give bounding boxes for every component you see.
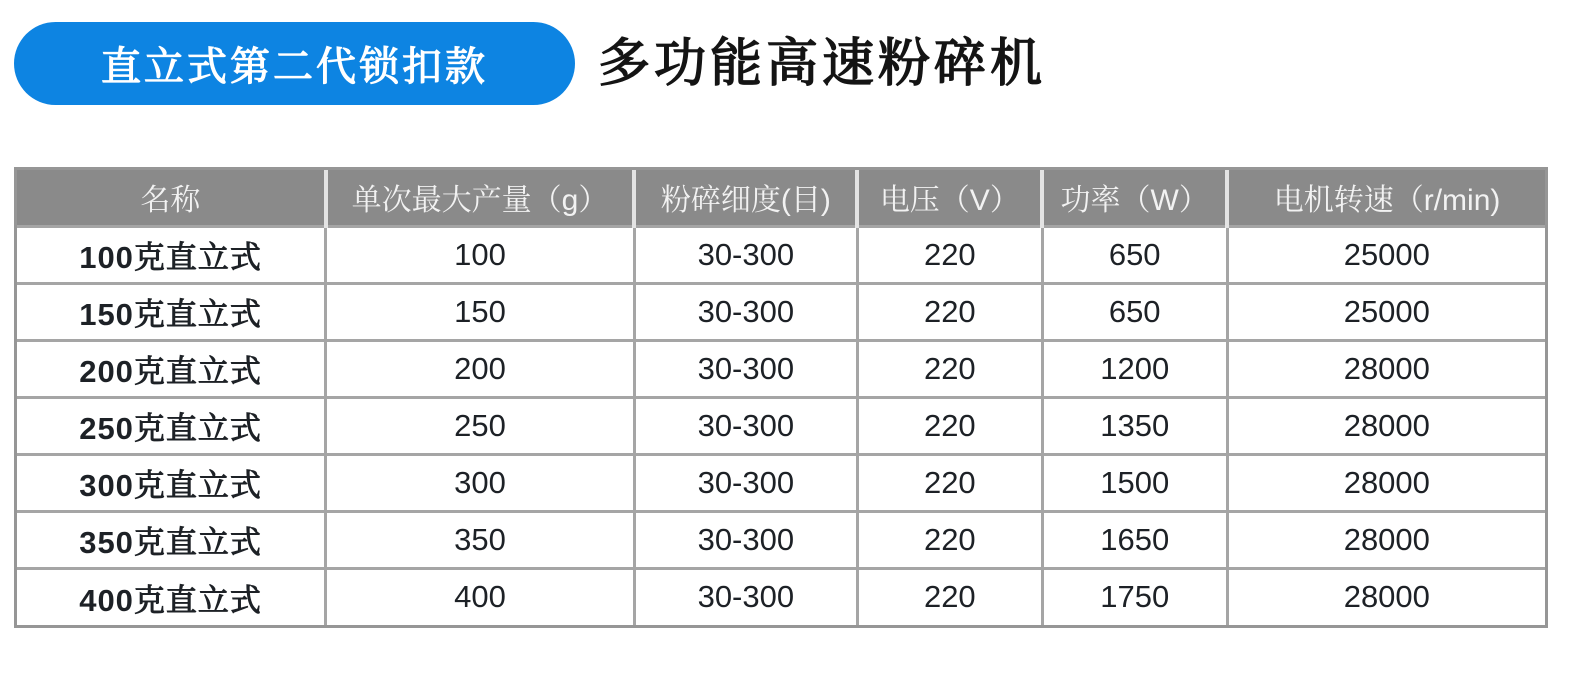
table-row xyxy=(17,454,1545,511)
cell-power: 1650 xyxy=(1042,511,1227,568)
cell-max-output: 150 xyxy=(326,283,635,340)
cell-fineness: 30-300 xyxy=(634,454,857,511)
cell-name: 200克直立式 xyxy=(17,340,326,397)
column-header-max-output: 单次最大产量（g） xyxy=(326,170,635,226)
cell-power: 1500 xyxy=(1042,454,1227,511)
cell-voltage: 220 xyxy=(857,397,1042,454)
cell-voltage: 220 xyxy=(857,283,1042,340)
cell-name: 150克直立式 xyxy=(17,283,326,340)
table-row xyxy=(17,511,1545,568)
cell-power: 1200 xyxy=(1042,340,1227,397)
cell-power: 650 xyxy=(1042,226,1227,283)
spec-table-container xyxy=(14,167,1548,628)
cell-fineness: 30-300 xyxy=(634,340,857,397)
table-row xyxy=(17,283,1545,340)
column-header-motor-speed: 电机转速（r/min) xyxy=(1227,170,1545,226)
cell-voltage: 220 xyxy=(857,340,1042,397)
cell-fineness: 30-300 xyxy=(634,397,857,454)
column-header-voltage: 电压（V） xyxy=(857,170,1042,226)
cell-fineness: 30-300 xyxy=(634,568,857,625)
cell-motor-speed: 25000 xyxy=(1227,283,1545,340)
cell-name: 350克直立式 xyxy=(17,511,326,568)
cell-max-output: 200 xyxy=(326,340,635,397)
table-row xyxy=(17,568,1545,625)
cell-motor-speed: 28000 xyxy=(1227,568,1545,625)
cell-motor-speed: 28000 xyxy=(1227,454,1545,511)
cell-name: 300克直立式 xyxy=(17,454,326,511)
table-row xyxy=(17,397,1545,454)
cell-voltage: 220 xyxy=(857,511,1042,568)
cell-voltage: 220 xyxy=(857,568,1042,625)
variant-badge: 直立式第二代锁扣款 xyxy=(14,22,575,105)
cell-max-output: 300 xyxy=(326,454,635,511)
cell-voltage: 220 xyxy=(857,454,1042,511)
cell-name: 250克直立式 xyxy=(17,397,326,454)
column-header-name: 名称 xyxy=(17,170,326,226)
cell-motor-speed: 28000 xyxy=(1227,340,1545,397)
product-title: 多功能高速粉碎机 xyxy=(598,35,1047,93)
header-row xyxy=(17,170,1545,226)
column-header-power: 功率（W） xyxy=(1042,170,1227,226)
cell-fineness: 30-300 xyxy=(634,511,857,568)
spec-table xyxy=(17,170,1545,625)
cell-name: 400克直立式 xyxy=(17,568,326,625)
cell-voltage: 220 xyxy=(857,226,1042,283)
cell-power: 1750 xyxy=(1042,568,1227,625)
table-row xyxy=(17,226,1545,283)
cell-fineness: 30-300 xyxy=(634,283,857,340)
cell-motor-speed: 28000 xyxy=(1227,511,1545,568)
cell-max-output: 250 xyxy=(326,397,635,454)
cell-power: 1350 xyxy=(1042,397,1227,454)
cell-power: 650 xyxy=(1042,283,1227,340)
table-row xyxy=(17,340,1545,397)
cell-max-output: 350 xyxy=(326,511,635,568)
cell-max-output: 100 xyxy=(326,226,635,283)
column-header-fineness: 粉碎细度(目) xyxy=(634,170,857,226)
cell-motor-speed: 25000 xyxy=(1227,226,1545,283)
cell-max-output: 400 xyxy=(326,568,635,625)
cell-motor-speed: 28000 xyxy=(1227,397,1545,454)
cell-name: 100克直立式 xyxy=(17,226,326,283)
cell-fineness: 30-300 xyxy=(634,226,857,283)
